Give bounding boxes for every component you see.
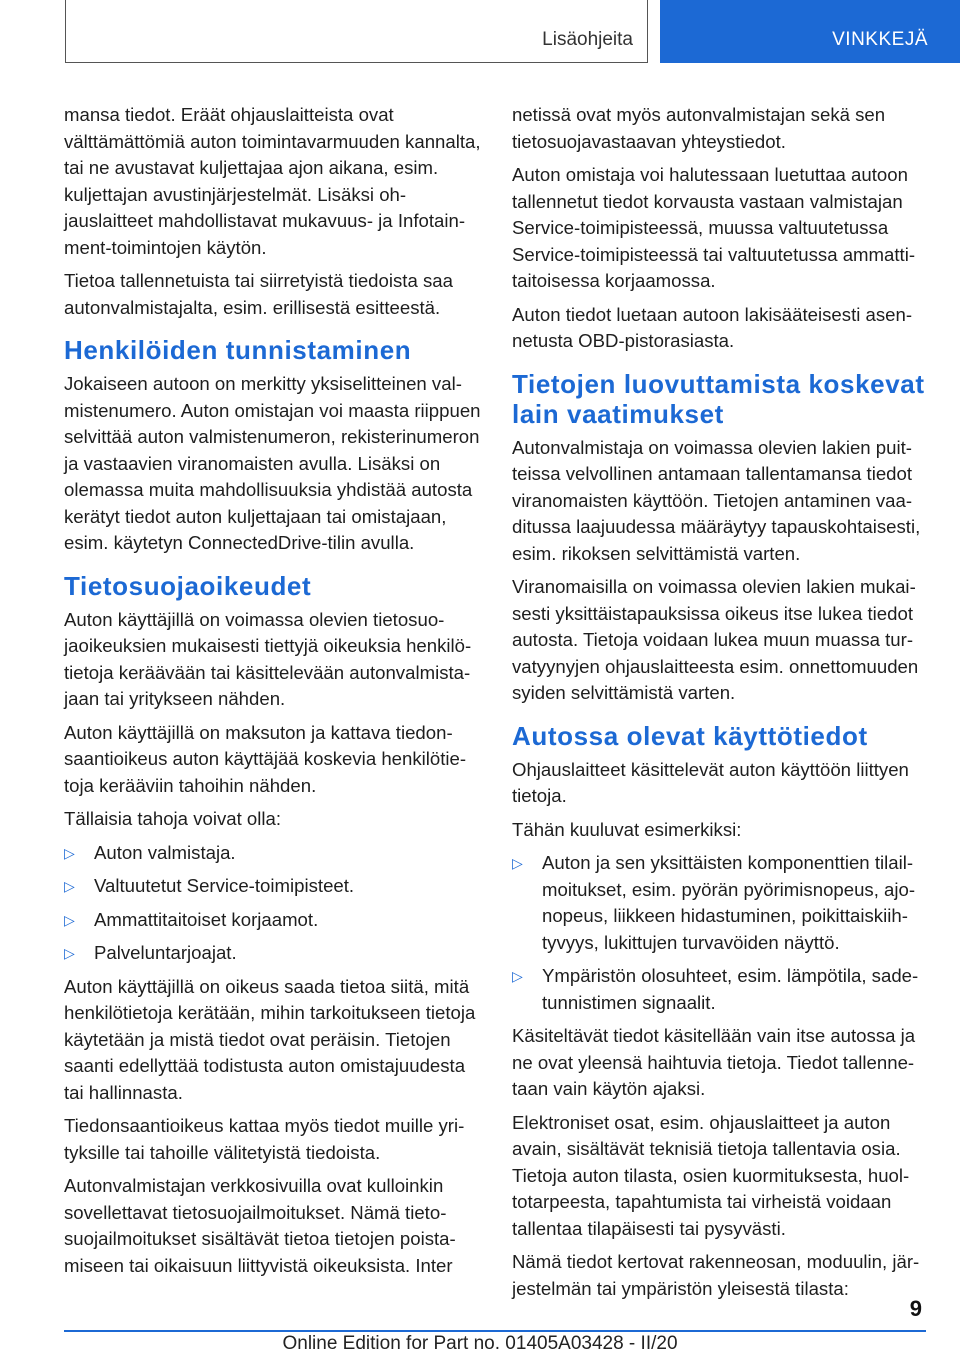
paragraph: mansa tiedot. Eräät ohjauslaitteista ovat välttämättömiä auton toimintavarmuuden kannalta, tai ne avustavat kuljettajaa ajon aikana, esim. kuljettajan avustinjärjestelmät. Lisäksi ohjauslaitteet mahdollistavat mukavuus- ja Infotainment-toimintojen käytön. [64, 104, 481, 258]
paragraph: Ohjauslaitteet käsittelevät auton käyttöön liittyen tietoja. [512, 758, 909, 806]
list-item: ▷ Auton valmistaja. [64, 840, 482, 867]
paragraph: Jokaiseen autoon on merkitty yksiselitteinen valmistenumero. Auton omistajan voi maasta riippuen selvittää auton valmistenumeron, rekisterinumeron ja vastaavien viranomaisten avulla. Lisäksi on olemassa muita mahdollisuuksia yhdistää autosta kerätyt tiedot auton kuljettajaan tai omistajaan, esim. käytetyn ConnectedDrive-tilin avulla. [64, 373, 481, 553]
edition-footer: Online Edition for Part no. 01405A03428 - II/20 [282, 1333, 678, 1354]
paragraph: Tähän kuuluvat esimerkiksi: [512, 818, 742, 840]
left-column [64, 102, 482, 1286]
list-item: ▷ Auton ja sen yksittäisten komponenttien tilailmoitukset, esim. pyörän pyörimisnopeus, ajonopeus, liikkeen hidastuminen, poikittaiskiihtyvyys, lukittujen turvavöiden näyttö. [512, 852, 916, 953]
paragraph: Auton käyttäjillä on oikeus saada tietoa siitä, mitä henkilötietoja kerätään, mihin tarkoitukseen tietoja käytetään ja mistä tiedot ovat peräisin. Tietojen saanti edellyttää todistusta auton omistajuudesta tai hallinnasta. [64, 975, 476, 1103]
paragraph: Tiedonsaantioikeus kattaa myös tiedot muille yrityksille tai tahoille välitetyistä tiedoista. [64, 1115, 465, 1163]
triangle-bullet-icon: ▷ [64, 878, 75, 894]
list-item: ▷ Ympäristön olosuhteet, esim. lämpötila, sadetunnistimen signaalit. [512, 965, 919, 1013]
paragraph: Nämä tiedot kertovat rakenneosan, moduulin, järjestelmän tai ympäristön yleisestä tilasta: [512, 1251, 920, 1299]
triangle-bullet-icon: ▷ [512, 968, 523, 984]
paragraph: Autonvalmistajan verkkosivuilla ovat kulloinkin sovellettavat tietosuojailmoitukset. Nämä tietosuojailmoitukset sisältävät tietoa tietojen poistamiseen tai oikaisuun liittyvistä oikeuksista. Inter [64, 1175, 456, 1276]
section-tab [65, 0, 648, 63]
triangle-bullet-icon: ▷ [64, 844, 75, 861]
paragraph: Viranomaisilla on voimassa olevien lakien mukaisesti yksittäistapauksissa oikeus itse lukea tiedot autosta. Tietoja voidaan lukea muun muassa turvatyynyjen ohjauslaitteesta esim. onnettomuuden syiden selvittämistä varten. [512, 576, 919, 703]
paragraph: Auton omistaja voi halutessaan luetuttaa autoon tallennetut tiedot korvausta vastaan valmistajan Service-toimipisteessä, muussa valtuutetussa Service-toimipisteessä tai valtuutetussa ammattitaitoisessa korjaamossa. [512, 164, 916, 291]
list-item: ▷ Valtuutetut Service-toimipisteet. [64, 873, 482, 900]
entity-list [64, 840, 482, 967]
triangle-bullet-icon: ▷ [64, 945, 75, 961]
paragraph: Tällaisia tahoja voivat olla: [64, 808, 282, 829]
triangle-bullet-icon: ▷ [64, 911, 75, 928]
section-title: Lisäohjeita [542, 29, 633, 50]
paragraph: Auton käyttäjillä on voimassa olevien tietosuojaoikeuksien mukaisesti tiettyjä oikeuksia henkilötietoja keräävään tai käsittelevään autonvalmistajaan tai yritykseen nähden. [64, 608, 472, 709]
paragraph: Auton käyttäjillä on maksuton ja kattava tiedonsaantioikeus auton käyttäjää koskevia henkilötietoja kerääviin tahoihin nähden. [64, 721, 467, 796]
paragraph: Auton tiedot luetaan autoon lakisääteisesti asennetusta OBD-pistorasiasta. [512, 303, 913, 351]
triangle-bullet-icon: ▷ [512, 855, 523, 871]
paragraph: netissä ovat myös autonvalmistajan sekä sen tietosuojavastaavan yhteystiedot. [512, 104, 886, 152]
right-column [512, 102, 927, 1309]
heading-identification: Henkilöiden tunnistaminen [64, 335, 412, 365]
heading-legal-requirements: Tietojen luovuttamista koskevat lain vaatimukset [512, 368, 925, 429]
paragraph: Autonvalmistaja on voimassa olevien lakien puitteissa velvollinen antamaan tallentamansa tiedot viranomaisten käyttöön. Tietojen antaminen vaaditussa laajuudessa määräytyy tapauskohtaisesti, esim. rikoksen selvittämistä varten. [512, 436, 921, 564]
footer-divider [64, 1330, 926, 1332]
heading-operating-data: Autossa olevat käyttötiedot [512, 720, 868, 751]
heading-privacy-rights: Tietosuojaoikeudet [64, 570, 312, 601]
list-item: ▷ Ammattitaitoiset korjaamot. [64, 907, 482, 934]
example-list [512, 850, 927, 1016]
chapter-title: VINKKEJÄ [832, 29, 928, 50]
paragraph: Elektroniset osat, esim. ohjauslaitteet ja auton avain, sisältävät teknisiä tietoja tallentavia osia. Tietoja auton tilasta, osien kuormituksesta, huoltotarpeesta, tapahtumista tai virheistä voidaan tallentaa tilapäisesti tai pysyvästi. [512, 1111, 910, 1239]
page-header [0, 0, 960, 66]
paragraph: Tietoa tallennetuista tai siirretyistä tiedoista saa autonvalmistajalta, esim. erillisestä esitteestä. [64, 270, 453, 318]
paragraph: Käsiteltävät tiedot käsitellään vain itse autossa ja ne ovat yleensä haihtuvia tietoja. Tiedot tallennetaan vain käytön ajaksi. [512, 1025, 916, 1099]
chapter-tab [660, 0, 960, 63]
list-item: ▷ Palveluntarjoajat. [64, 940, 482, 967]
page-number: 9 [909, 1296, 922, 1321]
